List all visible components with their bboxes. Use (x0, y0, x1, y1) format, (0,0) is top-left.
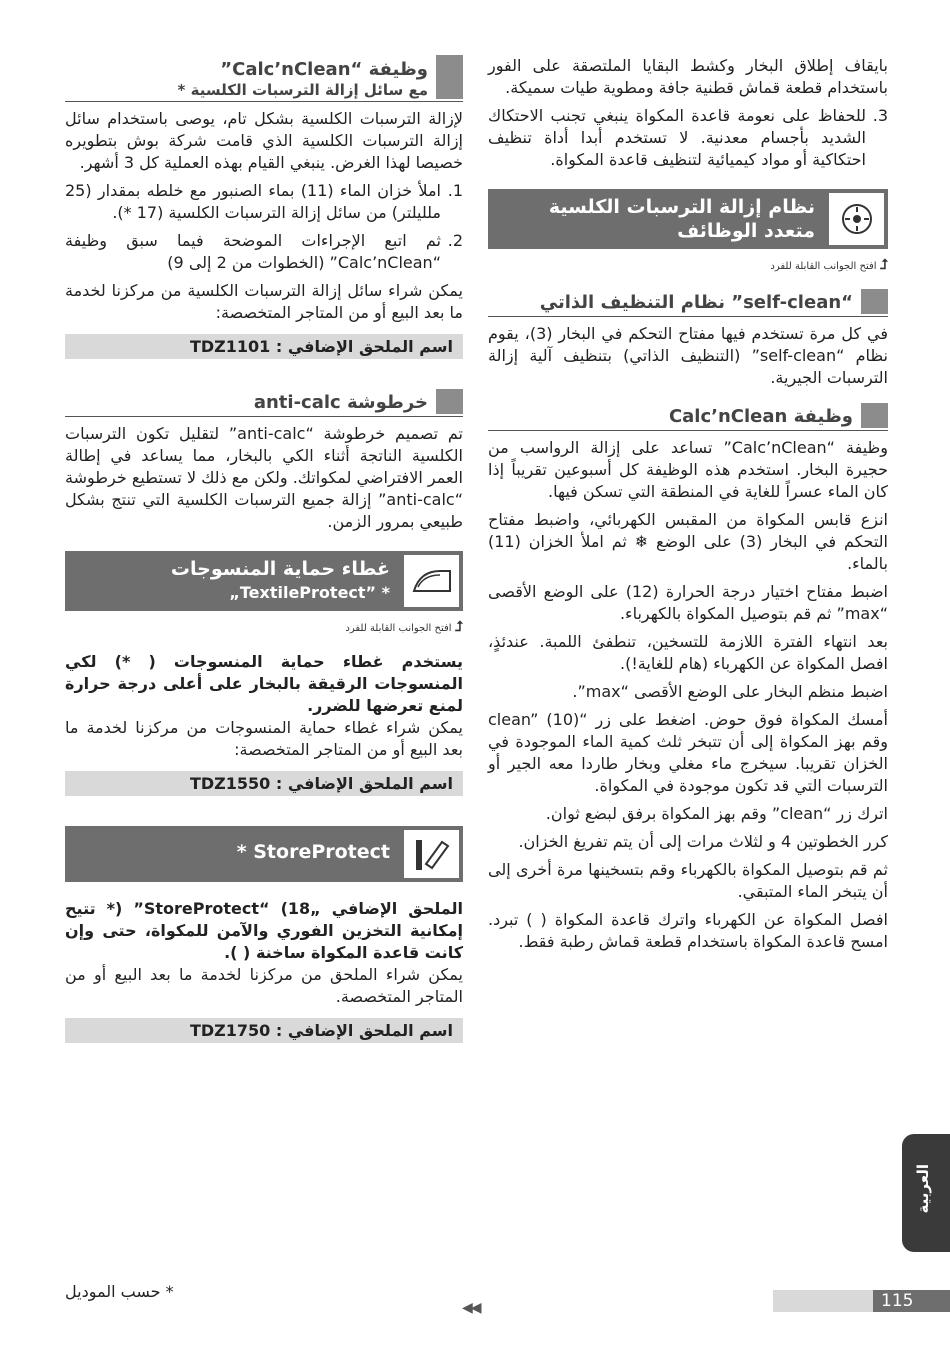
language-tab: العربية (902, 1134, 950, 1252)
anticalc-paragraph: تم تصميم خرطوشة “anti-calc” لتقليل تكون الترسبات الكلسية الناتجة أثناء الكي بالبخار، مما يساعد في إطالة العمر الافتراضي لمكواتك. ولكن مع ذلك لا تستطيع خرطوشة “anti-calc” إزالة جميع الترسبات الكلسية التي تنتج بشكل طبيعي بمرور الزمن. (65, 424, 463, 531)
list-item: اضبط مفتاح اختيار درجة الحرارة (12) على الوضع الأقصى “max” ثم قم بتوصيل المكواة بالكهرباء. (488, 582, 889, 623)
descaling-icon (827, 191, 886, 247)
intro-paragraph: بايقاف إطلاق البخار وكشط البقايا الملتصقة على الفور باستخدام قطعة قماش قطنية جافة ومطوية طيات سميكة. (488, 56, 888, 97)
iron-cover-icon (402, 553, 461, 609)
anticalc-header: خرطوشة anti-calc (65, 389, 463, 417)
storeprotect-icon (402, 828, 461, 880)
list-item: 2. ثم اتبع الإجراءات الموضحة فيما سبق وظيفة “Calc’nClean” (الخطوات من 2 إلى 9) (65, 231, 463, 272)
list-item: افصل المكواة عن الكهرباء واترك قاعدة المكواة ( ) تبرد. امسح قاعدة المكواة باستخدام قطعة قماش رطبة فقط. (488, 910, 888, 951)
textile-paragraph: يمكن شراء غطاء حماية المنسوجات من مركزنا لخدمة ما بعد البيع أو من المتاجر المتخصصة: (65, 718, 463, 759)
list-item: كرر الخطوتين 4 و لثلاث مرات إلى أن يتم تفريغ الخزان. (518, 832, 888, 851)
calc-paragraph: لإزالة الترسبات الكلسية بشكل تام، يوصى باستخدام سائل إزالة الترسبات الكلسية الذي قامت شركة بوش بتطويره خصيصا لهذا الغرض. ينبغي القيام بهذه العملية كل 3 أشهر. (65, 109, 463, 172)
store-paragraph: يمكن شراء الملحق من مركزنا لخدمة ما بعد البيع أو من المتاجر المتخصصة. (65, 965, 463, 1006)
list-item: اترك زر “clean” وقم بهز المكواة برفق لبضع ثوان. (545, 804, 888, 823)
box-title: غطاء حماية المنسوجات (170, 558, 390, 580)
calcnclean-liquid-header: وظيفة “Calc’nClean” مع سائل إزالة الترسبات الكلسية * (65, 55, 463, 102)
list-item: 1. املأ خزان الماء (11) بماء الصنبور مع خلطه بمقدار (25 ملليلتر) من سائل إزالة الترسبات الكلسية (17 *). (65, 181, 463, 222)
store-bold-paragraph: الملحق الإضافي „18) “StoreProtect” (* تتيح إمكانية التخزين الفوري والآمن للمكواة، حتى وإن كانت قاعدة المكواة ساخنة ( ). (65, 899, 463, 962)
list-item: 3. للحفاظ على نعومة قاعدة المكواة ينبغي تجنب الاحتكاك الشديد بأجسام معدنية. لا تستخدم أبدا أداة تنظيف احتكاكية أو مواد كيميائية لتنظيف قاعدة المكواة. (488, 106, 888, 169)
accessory-label: اسم الملحق الإضافي : TDZ1750 (65, 1018, 463, 1043)
calcnclean-header: وظيفة Calc’nClean (488, 403, 888, 431)
fold-arrow-icon: ⮥ (879, 257, 888, 273)
header-square-icon (861, 403, 888, 428)
fold-out-note: ⮥ افتح الجوانب القابلة للفرد (345, 619, 463, 635)
header-square-icon (861, 289, 888, 314)
list-item: انزع قابس المكواة من المقبس الكهربائي، واضبط مفتاح التحكم في البخار (3) على الوضع ❄ ثم املأ الخزان (11) بالماء. (488, 510, 888, 573)
storeprotect-box (65, 826, 463, 882)
accessory-label: اسم الملحق الإضافي : TDZ1550 (65, 771, 463, 796)
box-title: نظام إزالة الترسبات الكلسية متعدد الوظائف (548, 196, 815, 242)
left-column (65, 55, 463, 1043)
selfclean-header: “self-clean” نظام التنظيف الذاتي (488, 289, 888, 317)
buy-paragraph: يمكن شراء سائل إزالة الترسبات الكلسية من مركزنا لخدمة ما بعد البيع أو من المتاجر المتخصصة: (65, 281, 463, 322)
fold-arrow-icon: ⮥ (454, 619, 463, 635)
fold-out-note: ⮥ افتح الجوانب القابلة للفرد (770, 257, 888, 273)
selfclean-paragraph: في كل مرة تستخدم فيها مفتاح التحكم في البخار (3)، يقوم نظام “self-clean” (التنظيف الذاتي) بتنظيف آلية إزالة الترسبات الجيرية. (488, 324, 888, 387)
page-number: 115 (873, 1290, 950, 1312)
accessory-label: اسم الملحق الإضافي : TDZ1101 (65, 334, 463, 359)
header-square-icon (436, 389, 463, 414)
list-item: اضبط منظم البخار على الوضع الأقصى “max”. (572, 682, 888, 701)
footer-note: * حسب الموديل (65, 1282, 174, 1301)
header-square-icon (436, 55, 463, 99)
page-bar (773, 1290, 873, 1312)
list-item: ثم قم بتوصيل المكواة بالكهرباء وقم بتسخينها مرة أخرى إلى أن يتبخر الماء المتبقي. (488, 860, 888, 901)
right-column (488, 55, 888, 953)
steps-list (488, 509, 888, 953)
list-item: بعد انتهاء الفترة اللازمة للتسخين، تنطفئ اللمبة. عندئذٍ، افصل المكواة عن الكهرباء (هام للغاية!). (488, 632, 888, 673)
multi-function-descaling-box (488, 189, 888, 249)
list-item: أمسك المكواة فوق حوض. اضغط على زر “clean” (10) وقم بهز المكواة إلى أن تتبخر ثلث كمية الماء الموجودة في الخزان تقريبا. سيخرج ماء مغلي وبخار طاردا معه الجير أو الترسبات التي قد تكون موجودة في المكواة. (488, 710, 888, 795)
textile-bold-paragraph: يستخدم غطاء حماية المنسوجات ( *) لكي المنسوجات الرقيقة بالبخار على أعلى درجة حرارة لمنع تعرضها للضرر. (65, 652, 463, 715)
calcnclean-paragraph: وظيفة “Calc’nClean” تساعد على إزالة الرواسب من حجيرة البخار. استخدم هذه الوظيفة كل أسبوعين تقريباً إذا كان الماء عسراً للغاية في المنطقة التي تسكن فيها. (488, 438, 888, 501)
back-arrows-icon: ◀◀ (462, 1300, 480, 1316)
textileprotect-box (65, 551, 463, 611)
box-subtitle: * ”TextileProtect„ (229, 583, 390, 602)
box-title: StoreProtect * (236, 841, 390, 863)
